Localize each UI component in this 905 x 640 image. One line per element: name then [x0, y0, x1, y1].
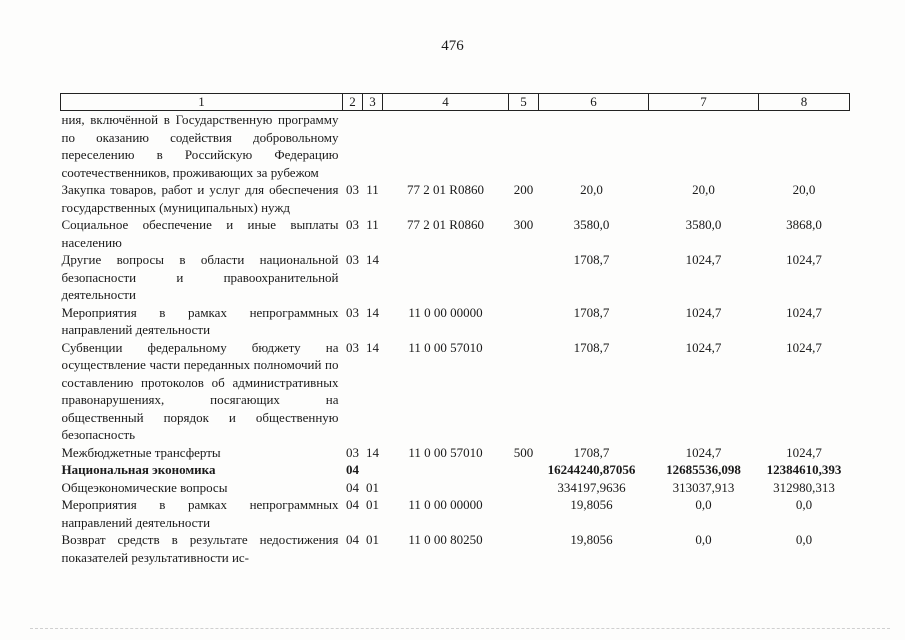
expense-type-cell	[509, 496, 539, 531]
amount-year1-cell: 1708,7	[573, 339, 610, 355]
amount-year3-cell	[759, 111, 850, 182]
section-code-cell: 03	[346, 252, 359, 267]
amount-year3-cell: 0,0	[795, 532, 813, 547]
amount-year1-cell	[539, 111, 649, 182]
subsection-code-cell	[363, 461, 383, 479]
column-header: 1	[61, 94, 343, 111]
section-code-cell: 03	[346, 182, 359, 197]
expense-type-cell	[509, 111, 539, 182]
table-header-row	[61, 94, 850, 111]
target-article-cell	[383, 461, 509, 479]
amount-year1-cell: 334197,9636	[557, 479, 626, 495]
amount-year2-cell: 0,0	[695, 497, 712, 512]
amount-year1-cell: 1708,7	[573, 252, 610, 267]
column-header: 2	[343, 94, 363, 111]
amount-year1-cell: 3580,0	[573, 217, 610, 232]
row-name-cell: ния, включённой в Государственную программу по оказанию содействия добровольному переселению в Российскую Федерацию соотечественников, проживающих за рубежом	[61, 112, 339, 180]
row-name-cell: Социальное обеспечение и иные выплаты населению	[61, 217, 339, 250]
section-code-cell: 03	[346, 444, 359, 460]
column-header: 3	[363, 94, 383, 111]
amount-year2-cell: 1024,7	[685, 339, 722, 355]
scan-edge-line	[30, 628, 890, 630]
target-article-cell	[383, 479, 509, 497]
amount-year3-cell: 1024,7	[786, 444, 822, 460]
amount-year3-cell: 12384610,393	[766, 462, 842, 477]
row-name-cell: Возврат средств в результате недостижения показателей результативности ис-	[61, 532, 339, 565]
amount-year1-cell: 20,0	[580, 182, 603, 197]
expense-type-cell: 300	[513, 217, 534, 232]
amount-year2-cell: 3580,0	[685, 217, 722, 232]
amount-year1-cell: 16244240,87056	[547, 462, 636, 477]
subsection-code-cell: 01	[366, 532, 379, 547]
amount-year1-cell: 1708,7	[573, 444, 610, 460]
expense-type-cell	[509, 251, 539, 304]
amount-year3-cell: 312980,313	[773, 479, 835, 495]
target-article-cell: 11 0 00 00000	[408, 497, 483, 512]
expense-type-cell: 500	[513, 444, 534, 460]
section-code-cell: 03	[346, 304, 359, 320]
table-row	[61, 339, 850, 444]
table-row	[61, 251, 850, 304]
section-code-cell: 04	[346, 462, 359, 477]
expense-type-cell	[509, 531, 539, 566]
amount-year3-cell: 0,0	[795, 497, 813, 512]
amount-year2-cell: 313037,913	[672, 479, 735, 495]
table-body	[61, 111, 850, 567]
row-name-cell: Субвенции федеральному бюджету на осуществление части переданных полномочий по составлению протоколов об административных правонарушениях, посягающих на общественный порядок и общественную безопасность	[61, 339, 339, 442]
column-header: 5	[509, 94, 539, 111]
row-name-cell: Мероприятия в рамках непрограммных направлений деятельности	[61, 497, 339, 530]
expense-type-cell	[509, 461, 539, 479]
expense-type-cell	[509, 339, 539, 444]
target-article-cell: 11 0 00 57010	[408, 339, 483, 355]
amount-year1-cell: 19,8056	[570, 532, 613, 547]
column-header: 6	[539, 94, 649, 111]
subsection-code-cell: 14	[366, 339, 379, 355]
row-name-cell: Другие вопросы в области национальной безопасности и правоохранительной деятельности	[61, 252, 339, 302]
row-name-cell: Закупка товаров, работ и услуг для обеспечения государственных (муниципальных) нужд	[61, 182, 339, 215]
target-article-cell: 11 0 00 57010	[408, 444, 483, 460]
amount-year2-cell: 12685536,098	[666, 462, 741, 477]
amount-year3-cell: 20,0	[792, 182, 816, 197]
table-row	[61, 496, 850, 531]
amount-year3-cell: 3868,0	[786, 217, 822, 232]
table-row	[61, 216, 850, 251]
section-code-cell	[343, 111, 363, 182]
target-article-cell: 77 2 01 R0860	[407, 182, 484, 197]
amount-year2-cell: 1024,7	[685, 444, 722, 460]
table-row	[61, 111, 850, 182]
table-row	[61, 181, 850, 216]
subsection-code-cell: 14	[366, 304, 379, 320]
column-header: 8	[759, 94, 850, 111]
amount-year1-cell: 19,8056	[570, 497, 613, 512]
subsection-code-cell: 11	[366, 182, 379, 197]
amount-year2-cell: 1024,7	[685, 304, 722, 320]
subsection-code-cell: 14	[366, 252, 379, 267]
column-header: 7	[649, 94, 759, 111]
section-code-cell: 04	[346, 497, 359, 512]
section-code-cell: 03	[346, 339, 359, 355]
section-code-cell: 04	[346, 479, 359, 495]
subsection-code-cell	[363, 111, 383, 182]
subsection-code-cell: 11	[366, 217, 379, 232]
expense-type-cell: 200	[513, 182, 534, 197]
section-code-cell: 04	[346, 532, 359, 547]
amount-year3-cell: 1024,7	[786, 304, 822, 320]
table-row	[61, 479, 850, 497]
amount-year2-cell: 0,0	[695, 532, 712, 547]
amount-year3-cell: 1024,7	[786, 339, 822, 355]
column-header: 4	[383, 94, 509, 111]
expense-type-cell	[509, 479, 539, 497]
amount-year2-cell	[649, 111, 759, 182]
page-number: 476	[441, 38, 464, 54]
table-row	[61, 444, 850, 462]
amount-year2-cell: 20,0	[692, 182, 715, 197]
subsection-code-cell: 01	[366, 479, 379, 495]
row-name-cell: Общеэкономические вопросы	[61, 479, 228, 495]
subsection-code-cell: 14	[366, 444, 379, 460]
target-article-cell: 77 2 01 R0860	[407, 217, 484, 232]
amount-year3-cell: 1024,7	[786, 252, 822, 267]
target-article-cell	[383, 111, 509, 182]
budget-table	[60, 93, 850, 566]
target-article-cell: 11 0 00 80250	[408, 532, 483, 547]
table-row	[61, 531, 850, 566]
table-row	[61, 304, 850, 339]
target-article-cell	[383, 251, 509, 304]
expense-type-cell	[509, 304, 539, 339]
target-article-cell: 11 0 00 00000	[408, 304, 483, 320]
table-row	[61, 461, 850, 479]
row-name-cell: Национальная экономика	[61, 462, 216, 477]
row-name-cell: Межбюджетные трансферты	[61, 444, 221, 460]
row-name-cell: Мероприятия в рамках непрограммных направлений деятельности	[61, 304, 339, 337]
subsection-code-cell: 01	[366, 497, 379, 512]
section-code-cell: 03	[346, 217, 359, 232]
amount-year2-cell: 1024,7	[685, 252, 722, 267]
amount-year1-cell: 1708,7	[573, 304, 610, 320]
